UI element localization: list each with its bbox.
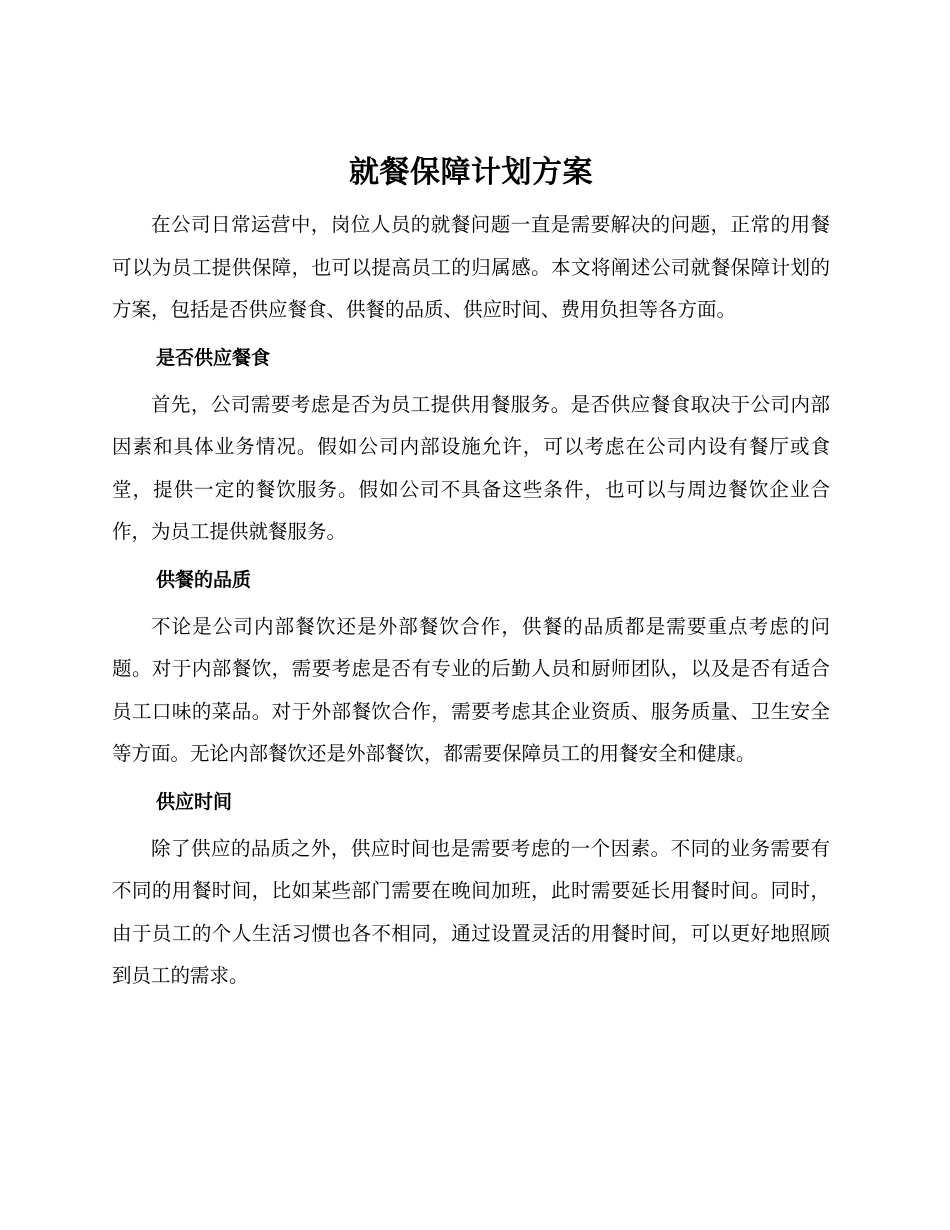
section-heading-meal-quality: 供餐的品质 <box>156 568 252 591</box>
section-body-meal-quality: 不论是公司内部餐饮还是外部餐饮合作，供餐的品质都是需要重点考虑的问题。对于内部餐饮，需要考虑是否有专业的后勤人员和厨师团队，以及是否有适合员工口味的菜品。对于外部餐饮合作，需要考虑其企业资质、服务质量、卫生安全等方面。无论内部餐饮还是外部餐饮，都需要保障员工的用餐安全和健康。 <box>112 614 830 765</box>
section-body-supply-time: 除了供应的品质之外，供应时间也是需要考虑的一个因素。不同的业务需要有不同的用餐时间，比如某些部门需要在晚间加班，此时需要延长用餐时间。同时，由于员工的个人生活习惯也各不相同，通过设置灵活的用餐时间，可以更好地照顾到员工的需求。 <box>112 836 830 987</box>
section-heading-supply-time: 供应时间 <box>156 790 233 813</box>
section-body-meal-supply: 首先，公司需要考虑是否为员工提供用餐服务。是否供应餐食取决于公司内部因素和具体业务情况。假如公司内部设施允许，可以考虑在公司内设有餐厅或食堂，提供一定的餐饮服务。假如公司不具备这些条件，也可以与周边餐饮企业合作，为员工提供就餐服务。 <box>112 392 830 543</box>
intro-paragraph: 在公司日常运营中，岗位人员的就餐问题一直是需要解决的问题，正常的用餐可以为员工提供保障，也可以提高员工的归属感。本文将阐述公司就餐保障计划的方案，包括是否供应餐食、供餐的品质、供应时间、费用负担等各方面。 <box>112 213 830 321</box>
document-title: 就餐保障计划方案 <box>349 155 593 190</box>
section-heading-meal-supply: 是否供应餐食 <box>156 346 271 369</box>
document-content <box>112 148 830 998</box>
